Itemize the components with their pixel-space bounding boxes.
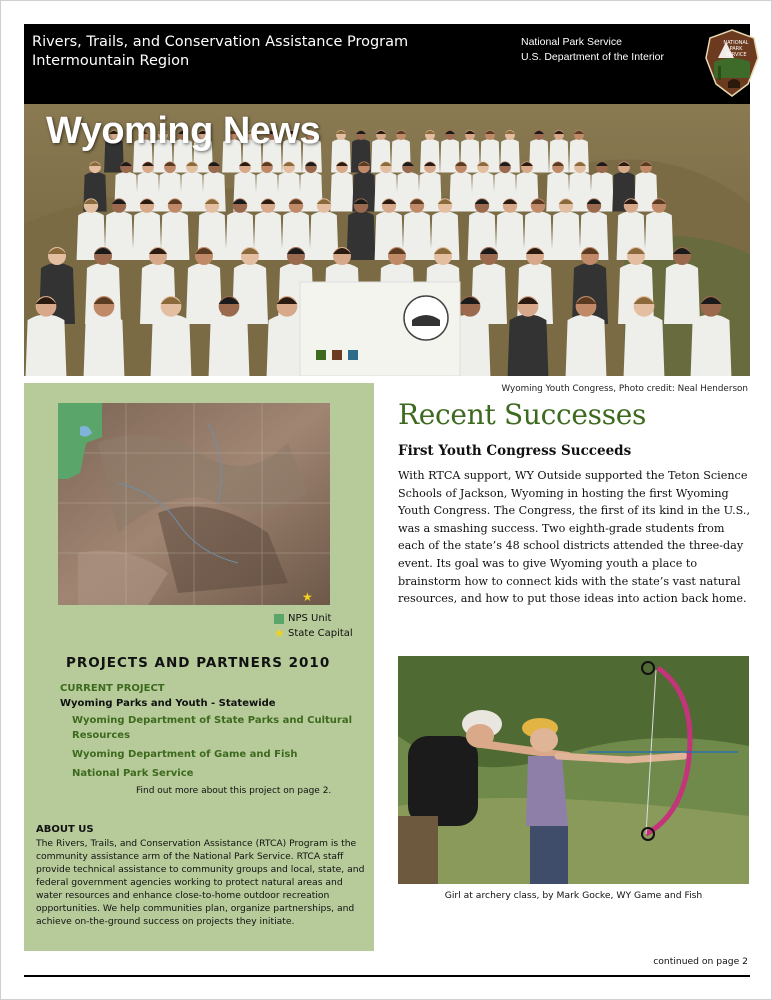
student-figure	[150, 314, 191, 376]
archery-caption: Girl at archery class, by Mark Gocke, WY Game and Fish	[444, 890, 703, 901]
student-figure	[565, 314, 606, 376]
student-figure	[449, 172, 472, 212]
hero-photo	[24, 104, 750, 376]
current-project-title: Wyoming Parks and Youth - Statewide	[60, 698, 276, 709]
student-figure	[347, 211, 376, 260]
nps-arrowhead-logo	[704, 28, 760, 98]
student-figure	[83, 314, 124, 376]
student-figure	[403, 211, 432, 260]
nps-unit-swatch	[274, 614, 284, 624]
student-figure	[664, 263, 700, 324]
about-us-heading: ABOUT US	[36, 824, 94, 835]
logo-text-3: SERVICE	[725, 52, 747, 58]
legend-label-nps: NPS Unit	[288, 613, 332, 624]
footer-rule	[24, 975, 750, 977]
student-figure	[232, 263, 268, 324]
logo-text-2: PARK	[729, 46, 743, 52]
archery-photo	[398, 656, 749, 884]
star-icon: ★	[274, 626, 285, 640]
program-line-2: Intermountain Region	[32, 53, 190, 69]
student-figure	[496, 211, 525, 260]
legend-label-capital: State Capital	[288, 628, 353, 639]
partner-item: Wyoming Department of State Parks and Cultural Resources	[72, 715, 353, 741]
student-figure	[552, 211, 581, 260]
student-figure	[690, 314, 731, 376]
agency-line-1: National Park Service	[521, 36, 622, 48]
map-legend	[274, 611, 353, 641]
hero-photo-credit: Wyoming Youth Congress, Photo credit: Neal Henderson	[501, 384, 748, 394]
partner-item: Wyoming Department of Game and Fish	[72, 749, 298, 760]
header-bar	[24, 24, 750, 104]
continued-note: continued on page 2	[653, 956, 748, 967]
student-figure	[471, 263, 507, 324]
current-project-label: CURRENT PROJECT	[60, 683, 165, 694]
newsletter-title: Wyoming News	[46, 110, 321, 152]
article-body: With RTCA support, WY Outside supported the Teton Science Schools of Jackson, Wyoming in hosting the first Wyoming Youth Congress. The Congress, the first of its kind in the U.S., was a smashing success. Two eighth-grade students from each of the state’s 48 school districts attended the three-day event. Its goal was to give Wyoming youth a place to brainstorm how to connect kids with the state’s vast natural resources, and how to put those ideas into action back home.	[398, 469, 751, 606]
student-figure	[507, 314, 548, 376]
agency-line-2: U.S. Department of the Interior	[521, 51, 664, 63]
projects-heading: PROJECTS AND PARTNERS 2010	[66, 655, 331, 671]
agency-title	[521, 35, 664, 65]
logo-text-1: NATIONAL	[723, 40, 749, 46]
legend-item-capital	[274, 626, 353, 641]
student-figure	[208, 314, 249, 376]
projects-panel	[24, 383, 374, 951]
article-subheading: First Youth Congress Succeeds	[398, 443, 632, 459]
program-line-1: Rivers, Trails, and Conservation Assistance Program	[32, 34, 409, 50]
partner-list	[72, 713, 362, 785]
find-out-more-note: Find out more about this project on page 2.	[136, 786, 332, 796]
state-capital-star: ★	[302, 590, 313, 604]
legend-item-nps	[274, 611, 353, 626]
about-us-text: The Rivers, Trails, and Conservation Assistance (RTCA) Program is the community assistance arm of the National Park Service. RTCA staff provide technical assistance to community groups and local, state, and federal government agencies working to protect natural areas and water resources and enhance close-to-home outdoor recreation opportunities. We help communities plan, organize partnerships, and achieve on-the-ground success on projects they initiate.	[36, 838, 365, 927]
archery-class-photo	[398, 656, 749, 884]
partner-item: National Park Service	[72, 768, 194, 779]
student-figure	[623, 314, 664, 376]
article-heading: Recent Successes	[398, 398, 647, 431]
student-figure	[645, 211, 674, 260]
program-title	[32, 33, 408, 71]
student-figure	[330, 172, 353, 212]
student-figure	[180, 172, 203, 212]
wyoming-relief-map	[58, 403, 330, 605]
student-figure	[25, 314, 66, 376]
student-figure	[186, 263, 222, 324]
